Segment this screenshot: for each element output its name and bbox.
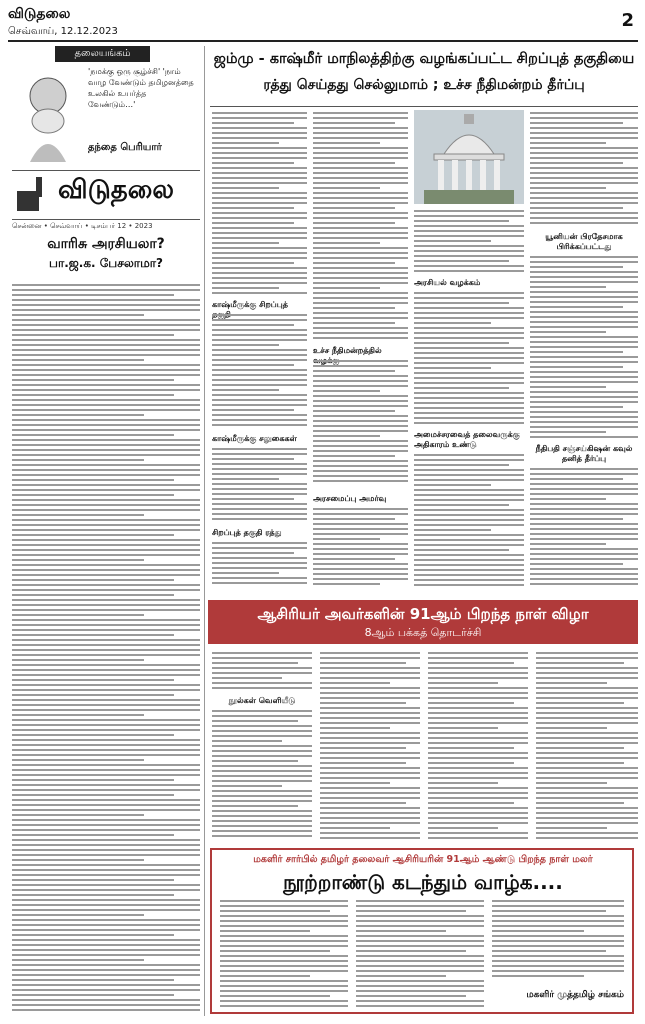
masthead-rule (8, 40, 638, 42)
logo-text: விடுதலை (58, 175, 174, 205)
birthday-subhead-1: நூல்கள் வெளியீடு (228, 696, 296, 705)
lead-subhead-4: உச்ச நீதிமன்றத்தில் (313, 346, 382, 355)
lead-col1-body-d (212, 542, 307, 590)
logo-hand-icon (14, 173, 52, 217)
lead-col1-body-b (212, 314, 307, 432)
birthday-col4-body (536, 652, 638, 844)
greeting-col1 (220, 900, 348, 1010)
editorial-subtitle: பா.ஜ.க. பேசலாமா? (49, 256, 163, 270)
birthday-banner (208, 600, 638, 644)
birthday-banner-sub: 8ஆம் பக்கத் தொடர்ச்சி (364, 626, 482, 639)
lead-subhead-8: யூனியன் பிரதேசமாக பிரிக்கப்பட்டது (545, 232, 623, 251)
birthday-banner-title: ஆசிரியர் அவர்களின் 91ஆம் பிறந்த நாள் விழா (257, 605, 589, 623)
greeting-col2 (356, 900, 484, 1010)
thalaiyangam-quote-source: தந்தை பெரியார் (88, 142, 162, 153)
lead-subhead-6: அரசியல் வழக்கம் (414, 278, 481, 287)
lead-col1-body-c (212, 448, 307, 524)
headline-rule (210, 106, 638, 107)
viduthalai-logo (12, 170, 200, 220)
greeting-box-headline: நூற்றாண்டு கடந்தும் வாழ்க.... (283, 870, 563, 894)
lead-col2-body-a (313, 112, 408, 344)
lead-headline (210, 46, 638, 106)
lead-headline-line2: ரத்து செய்தது செல்லுமாம் ; உச்ச நீதிமன்றம் தீர்ப்பு (263, 77, 585, 93)
lead-subhead-1: காஷ்மீருக்கு சிறப்புத் (212, 300, 288, 309)
lead-col3-body-b (414, 292, 524, 428)
masthead-paper-name: விடுதலை (8, 6, 71, 22)
editorial-title: வாரிசு அரசியலா? (47, 236, 165, 252)
supreme-court-image (414, 110, 524, 204)
logo-subline: சென்னை • செவ்வாய் • டிசம்பர் 12 • 2023 (12, 222, 153, 230)
column-divider-left (204, 46, 205, 1016)
lead-col3-body-c (414, 454, 524, 590)
lead-subhead-9: நீதிபதி சஞ்சய்கிஷன் கவுல் தனித் தீர்ப்பு (535, 444, 633, 463)
lead-col2-body-b (313, 360, 408, 490)
lead-subhead-5: அரசமைப்பு அமர்வு (313, 494, 387, 503)
greeting-col3 (492, 900, 624, 984)
lead-col1-body-a (212, 112, 307, 298)
masthead (8, 6, 638, 42)
greeting-box (210, 848, 634, 1014)
lead-col4-body-a (530, 112, 638, 228)
lead-subhead-7: அமைச்சரவைத் தலைவருக்கு அதிகாரம் உண்டு (414, 430, 520, 449)
thalaiyangam-label: தலையங்கம் (74, 48, 131, 59)
thalaiyangam-label-box (55, 46, 150, 62)
birthday-col1-body-b (212, 710, 312, 844)
lead-col4-body-b (530, 256, 638, 442)
greeting-box-title: மகளிர் சார்பில் தமிழர் தலைவர் ஆசிரியரின் 91ஆம் ஆண்டு பிறந்த நாள் மலர் (253, 854, 593, 865)
birthday-col2-body (320, 652, 420, 844)
lead-col2-body-c (313, 508, 408, 590)
birthday-col3-body (428, 652, 528, 844)
lead-subhead-2: காஷ்மீருக்கு சலுகைகள் (212, 434, 297, 443)
lead-headline-line1: ஜம்மு - காஷ்மீர் மாநிலத்திற்கு வழங்கப்பட்ட சிறப்புத் தகுதியை (213, 51, 635, 67)
lead-subhead-3: சிறப்புத் தகுதி ரத்து (212, 528, 282, 537)
page-number: 2 (621, 10, 634, 31)
lead-col4-body-c (530, 468, 638, 590)
masthead-date: செவ்வாய், 12.12.2023 (8, 26, 118, 37)
editorial-body (12, 284, 200, 1012)
periyar-portrait (12, 66, 84, 162)
birthday-col1-body-a (212, 652, 312, 694)
greeting-signature: மகளிர் முத்தமிழ் சங்கம் (526, 990, 624, 1000)
thalaiyangam-quote: 'நமக்கு ஒரு சூழ்ச்சி' 'நாம் வாழ வேண்டும் தமிழனத்தை உலகில் உயர்த்த வேண்டும்…' (88, 67, 194, 109)
lead-col3-body-a (414, 210, 524, 276)
